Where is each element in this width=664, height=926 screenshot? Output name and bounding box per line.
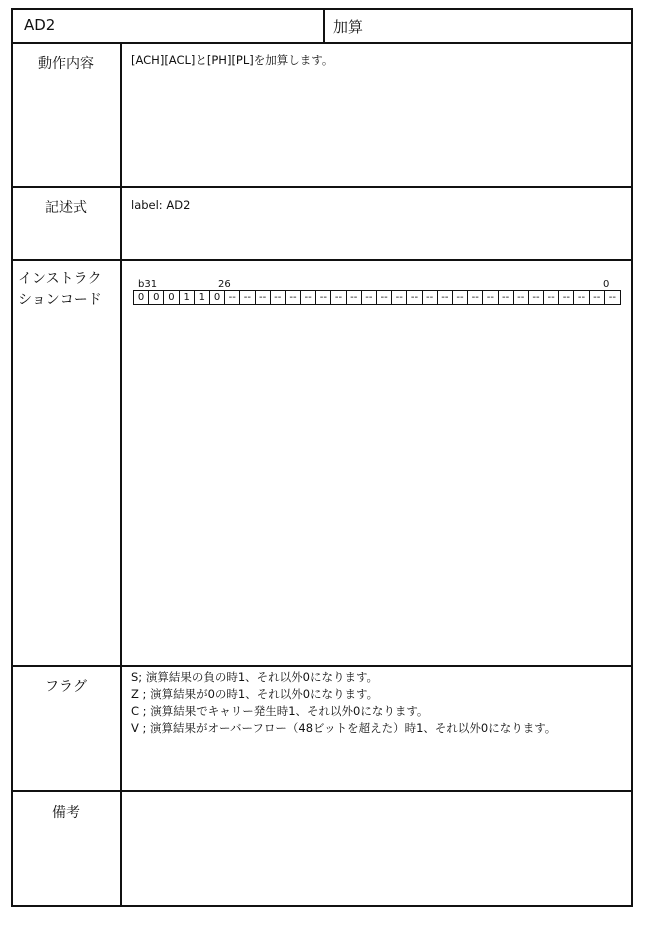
bit-cell: 0	[210, 291, 225, 304]
bit-cell: 1	[195, 291, 210, 304]
divider-operation	[13, 186, 631, 188]
bit-cell: 0	[164, 291, 179, 304]
bit-cell: --	[514, 291, 529, 304]
syntax-label: 記述式	[45, 200, 87, 216]
flag-line-c: C ; 演算結果でキャリー発生時1、それ以外0になります。	[131, 704, 429, 718]
divider-syntax	[13, 259, 631, 261]
flags-label: フラグ	[45, 679, 87, 695]
bit-cell: 0	[149, 291, 164, 304]
divider-label-column	[120, 42, 122, 907]
divider-header-vertical	[323, 10, 325, 42]
bit-cell: --	[392, 291, 407, 304]
bit-cell: --	[407, 291, 422, 304]
operation-label: 動作内容	[38, 56, 94, 72]
bit-cell: --	[225, 291, 240, 304]
bit-cell: --	[559, 291, 574, 304]
bit-cell: --	[544, 291, 559, 304]
bit-cell: 0	[134, 291, 149, 304]
bit-cell: --	[574, 291, 589, 304]
mnemonic-title: AD2	[24, 16, 56, 34]
bit-label-msb: b31	[138, 279, 158, 290]
flag-line-z: Z ; 演算結果が0の時1、それ以外0になります。	[131, 687, 379, 701]
remarks-label: 備考	[52, 805, 80, 821]
bit-cell: --	[529, 291, 544, 304]
bit-cell: --	[331, 291, 346, 304]
divider-flags	[13, 790, 631, 792]
bit-cell: --	[483, 291, 498, 304]
bit-cell: --	[271, 291, 286, 304]
bit-cell: --	[301, 291, 316, 304]
bit-cell: --	[240, 291, 255, 304]
bit-cell: --	[362, 291, 377, 304]
syntax-content: label: AD2	[131, 198, 191, 212]
bit-cell: 1	[180, 291, 195, 304]
instruction-name: 加算	[333, 18, 364, 36]
bit-cell: --	[468, 291, 483, 304]
bit-cell: --	[286, 291, 301, 304]
bit-cell: --	[347, 291, 362, 304]
instruction-code-label-line1: インストラク	[18, 271, 102, 287]
instruction-sheet	[11, 8, 633, 907]
operation-content: [ACH][ACL]と[PH][PL]を加算します。	[131, 53, 334, 67]
bit-cell: --	[499, 291, 514, 304]
bit-cell: --	[453, 291, 468, 304]
bit-cell: --	[377, 291, 392, 304]
bit-cell: --	[608, 292, 617, 303]
flag-line-s: S; 演算結果の負の時1、それ以外0になります。	[131, 670, 379, 684]
bit-label-lsb: 0	[603, 279, 610, 290]
bit-cell: --	[438, 291, 453, 304]
bit-cell: --	[256, 291, 271, 304]
divider-header	[13, 42, 631, 44]
bit-cell: --	[423, 291, 438, 304]
flag-line-v: V ; 演算結果がオーバーフロー（48ビットを超えた）時1、それ以外0になります。	[131, 721, 557, 735]
instruction-bit-field	[133, 290, 621, 305]
instruction-code-label-line2: ションコード	[18, 292, 102, 308]
bit-label-26: 26	[218, 279, 231, 290]
bit-cell: --	[590, 291, 605, 304]
bit-cell: --	[316, 291, 331, 304]
divider-instruction	[13, 665, 631, 667]
